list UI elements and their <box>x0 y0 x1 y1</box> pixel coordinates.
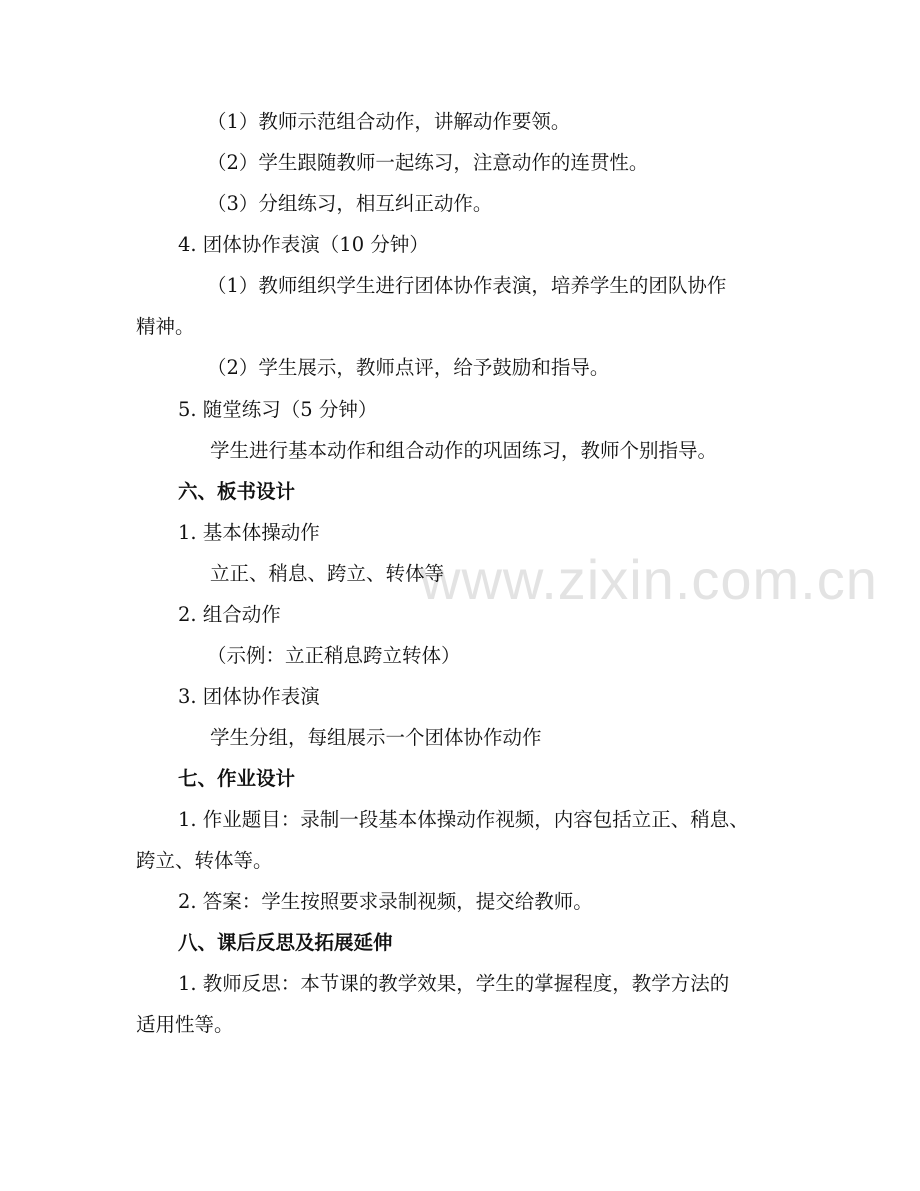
homework-item-2: 2. 答案：学生按照要求录制视频，提交给教师。 <box>178 890 593 913</box>
homework-item-1: 1. 作业题目：录制一段基本体操动作视频，内容包括立正、稍息、 <box>178 808 749 831</box>
board-item-3-detail: 学生分组，每组展示一个团体协作动作 <box>210 726 542 749</box>
performance-step-1: （1）教师组织学生进行团体协作表演，培养学生的团队协作 <box>207 274 727 297</box>
homework-item-1-continued: 跨立、转体等。 <box>136 849 273 872</box>
performance-step-1-continued: 精神。 <box>136 315 195 338</box>
performance-step-2: （2）学生展示，教师点评，给予鼓励和指导。 <box>207 356 610 379</box>
watermark: www.zixin.com.cn <box>420 548 878 611</box>
teaching-step-2: （2）学生跟随教师一起练习，注意动作的连贯性。 <box>207 151 649 174</box>
section-item-5-heading: 5. 随堂练习（5 分钟） <box>178 398 378 421</box>
board-item-1-detail: 立正、稍息、跨立、转体等 <box>210 562 445 585</box>
section-heading-reflection: 八、课后反思及拓展延伸 <box>178 931 393 954</box>
reflection-item-1-continued: 适用性等。 <box>136 1013 234 1036</box>
teaching-step-1: （1）教师示范组合动作，讲解动作要领。 <box>207 110 571 133</box>
board-item-2: 2. 组合动作 <box>178 603 281 626</box>
section-item-4-heading: 4. 团体协作表演（10 分钟） <box>178 233 429 256</box>
board-item-1: 1. 基本体操动作 <box>178 521 320 544</box>
practice-description: 学生进行基本动作和组合动作的巩固练习，教师个别指导。 <box>210 439 718 462</box>
board-item-2-detail: （示例：立正稍息跨立转体） <box>207 644 461 667</box>
reflection-item-1: 1. 教师反思：本节课的教学效果，学生的掌握程度，教学方法的 <box>178 972 730 995</box>
board-item-3: 3. 团体协作表演 <box>178 685 320 708</box>
section-heading-board-design: 六、板书设计 <box>178 480 296 503</box>
section-heading-homework: 七、作业设计 <box>178 767 296 790</box>
teaching-step-3: （3）分组练习，相互纠正动作。 <box>207 192 493 215</box>
